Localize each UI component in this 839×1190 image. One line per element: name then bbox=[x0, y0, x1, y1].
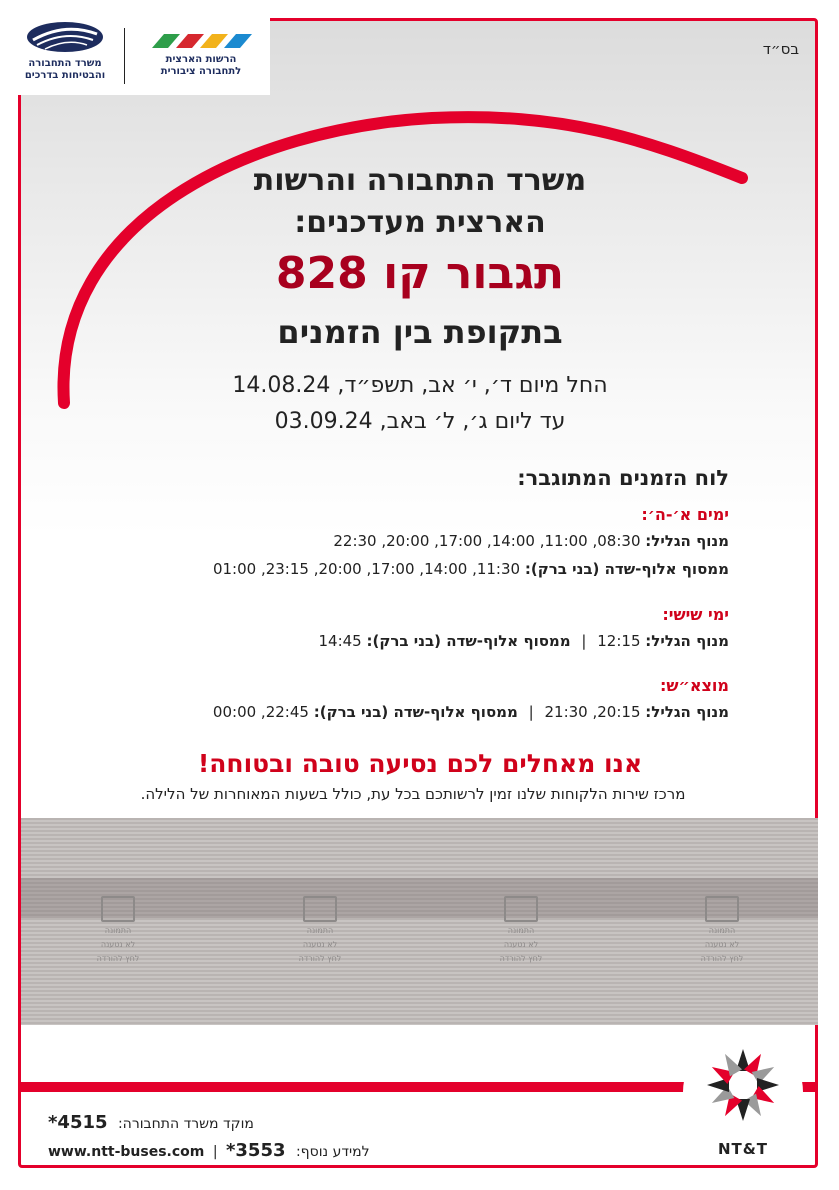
weekdays-label: ימים א׳-ה׳: bbox=[641, 505, 729, 524]
website-link[interactable]: www.ntt-buses.com bbox=[48, 1144, 205, 1160]
date-from: החל מיום ד׳, י׳ אב, תשפ״ד, 14.08.24 bbox=[232, 373, 608, 398]
broken-image-icon bbox=[504, 896, 538, 922]
image-placeholder[interactable] bbox=[275, 896, 365, 964]
row-times: 12:15 bbox=[597, 632, 641, 650]
authority-logo bbox=[140, 28, 262, 78]
image-placeholder[interactable] bbox=[476, 896, 566, 964]
ministry-emblem-icon bbox=[25, 20, 105, 54]
placeholder-line: לחץ להורדה bbox=[499, 954, 543, 963]
placeholder-line: לא נטענה bbox=[100, 940, 136, 949]
headline-line2: הארצית מעדכנים: bbox=[294, 205, 546, 240]
broken-image-icon bbox=[101, 896, 135, 922]
authority-logo-line1: הרשות הארצית bbox=[165, 54, 237, 65]
authority-emblem-icon bbox=[146, 28, 256, 50]
image-placeholder[interactable] bbox=[677, 896, 767, 964]
saturday-night-label: מוצא״ש: bbox=[659, 676, 729, 695]
saturday-night-row bbox=[89, 703, 729, 721]
blessing-text: אנו מאחלים לכם נסיעה טובה ובטוחה! bbox=[197, 749, 643, 778]
headline-intro bbox=[200, 160, 640, 244]
row-label: ממסוף אלוף-שדה (בני ברק): bbox=[524, 560, 729, 578]
friday-row bbox=[89, 632, 729, 650]
logos-area bbox=[0, 0, 270, 95]
ministry-logo-line2: והבטיחות בדרכים bbox=[24, 70, 106, 81]
row-times: 11:30, 14:00, 17:00, 20:00, 23:15, 01:00 bbox=[212, 560, 521, 578]
schedule-title: לוח הזמנים המתוגבר: bbox=[517, 466, 729, 490]
row-label: ממסוף אלוף-שדה (בני ברק): bbox=[313, 703, 518, 721]
row-label: מנוף הגליל: bbox=[645, 703, 729, 721]
headline-sub: בתקופת בין הזמנים bbox=[277, 313, 563, 351]
schedule-saturday-night bbox=[89, 676, 729, 721]
placeholder-line: לא נטענה bbox=[503, 940, 539, 949]
friday-label: ימי שישי: bbox=[662, 605, 729, 624]
placeholder-line: לא נטענה bbox=[704, 940, 740, 949]
date-to: עד ליום ג׳, ל׳ באב, 03.09.24 bbox=[274, 409, 566, 434]
contact-separator: | bbox=[212, 1144, 218, 1160]
placeholder-line: לחץ להורדה bbox=[700, 954, 744, 963]
ministry-logo-line1: משרד התחבורה bbox=[28, 58, 102, 69]
weekdays-row-bneibrak bbox=[89, 560, 729, 578]
headline-main: תגבור קו 828 bbox=[275, 248, 565, 299]
placeholder-line: לחץ להורדה bbox=[298, 954, 342, 963]
info-label: למידע נוסף: bbox=[295, 1144, 370, 1160]
ntt-logo-icon bbox=[703, 1045, 783, 1125]
service-text: מרכז שירות הלקוחות שלנו זמין לרשותכם בכל עת, כולל בשעות המאוחרות של הלילה. bbox=[140, 785, 686, 803]
broken-image-icon bbox=[705, 896, 739, 922]
placeholder-line: התמונה bbox=[104, 926, 132, 935]
schedule-friday bbox=[89, 605, 729, 650]
image-placeholder-band bbox=[21, 818, 818, 1025]
schedule-weekdays bbox=[89, 505, 729, 578]
placeholder-line: התמונה bbox=[306, 926, 334, 935]
logo-divider bbox=[124, 28, 125, 84]
info-number[interactable]: *3553 bbox=[225, 1140, 286, 1161]
row-separator: | bbox=[581, 632, 587, 650]
bsd-mark: בס״ד bbox=[762, 40, 799, 58]
headline-line1: משרד התחבורה והרשות bbox=[253, 163, 587, 198]
row-times: 20:15, 21:30 bbox=[544, 703, 641, 721]
row-times: 14:45 bbox=[318, 632, 362, 650]
authority-logo-line2: לתחבורה ציבורית bbox=[160, 66, 242, 77]
dates-block bbox=[150, 368, 690, 440]
row-times: 22:45, 00:00 bbox=[212, 703, 309, 721]
ntt-brand: NT&T bbox=[717, 1140, 769, 1158]
placeholder-line: התמונה bbox=[708, 926, 736, 935]
row-label: מנוף הגליל: bbox=[645, 532, 729, 550]
ministry-hotline bbox=[48, 1112, 254, 1133]
weekdays-row-galil bbox=[89, 532, 729, 550]
placeholder-line: לא נטענה bbox=[302, 940, 338, 949]
row-separator: | bbox=[528, 703, 534, 721]
placeholder-line: לחץ להורדה bbox=[96, 954, 140, 963]
row-label: מנוף הגליל: bbox=[645, 632, 729, 650]
row-label: ממסוף אלוף-שדה (בני ברק): bbox=[366, 632, 571, 650]
info-line bbox=[48, 1140, 370, 1161]
image-placeholder[interactable] bbox=[73, 896, 163, 964]
ministry-hotline-label: מוקד משרד התחבורה: bbox=[117, 1116, 254, 1132]
ministry-logo bbox=[16, 20, 114, 82]
broken-image-icon bbox=[303, 896, 337, 922]
ministry-hotline-number[interactable]: *4515 bbox=[48, 1112, 108, 1133]
placeholder-line: התמונה bbox=[507, 926, 535, 935]
row-times: 08:30, 11:00, 14:00, 17:00, 20:00, 22:30 bbox=[333, 532, 641, 550]
